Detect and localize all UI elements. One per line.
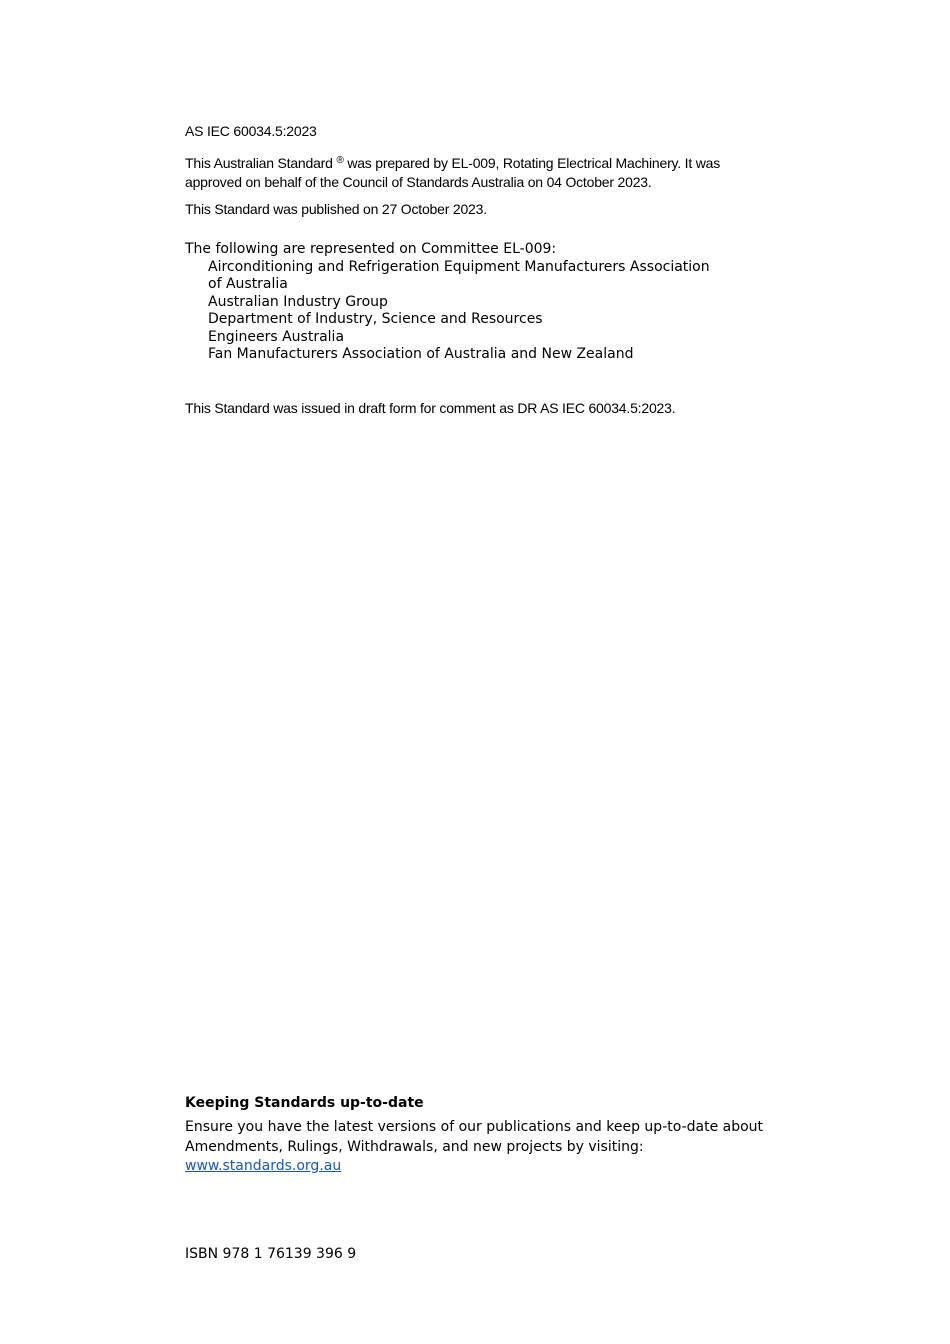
preparation-paragraph bbox=[185, 154, 720, 192]
keeping-line2: Amendments, Rulings, Withdrawals, and new projects by visiting: bbox=[185, 1138, 644, 1155]
keeping-standards-paragraph bbox=[185, 1118, 763, 1177]
preparation-prefix: This Australian Standard bbox=[185, 155, 333, 171]
keeping-standards-heading: Keeping Standards up-to-date bbox=[185, 1095, 424, 1111]
keeping-line1: Ensure you have the latest versions of our publications and keep up-to-date about bbox=[185, 1119, 764, 1135]
draft-line: This Standard was issued in draft form for comment as DR AS IEC 60034.5:2023. bbox=[185, 400, 676, 416]
standards-website-link[interactable]: www.standards.org.au bbox=[185, 1158, 342, 1174]
preparation-line1-rest: was prepared by EL-009, Rotating Electrical Machinery. It was bbox=[347, 155, 721, 171]
committee-member: Airconditioning and Refrigeration Equipment Manufacturers Association bbox=[208, 259, 710, 275]
preparation-line2: approved on behalf of the Council of Standards Australia on 04 October 2023. bbox=[185, 174, 652, 190]
committee-member: Department of Industry, Science and Resources bbox=[208, 311, 543, 328]
isbn-line: ISBN 978 1 76139 396 9 bbox=[185, 1246, 357, 1262]
committee-member: Fan Manufacturers Association of Australia and New Zealand bbox=[208, 346, 634, 363]
committee-member-list bbox=[208, 259, 710, 363]
committee-member: Australian Industry Group bbox=[208, 293, 388, 310]
committee-intro: The following are represented on Committee EL-009: bbox=[185, 241, 557, 257]
registered-mark: ® bbox=[336, 155, 344, 166]
committee-member: of Australia bbox=[208, 276, 288, 293]
committee-member: Engineers Australia bbox=[208, 328, 345, 345]
published-line: This Standard was published on 27 October 2023. bbox=[185, 201, 487, 217]
standard-id: AS IEC 60034.5:2023 bbox=[185, 123, 317, 139]
